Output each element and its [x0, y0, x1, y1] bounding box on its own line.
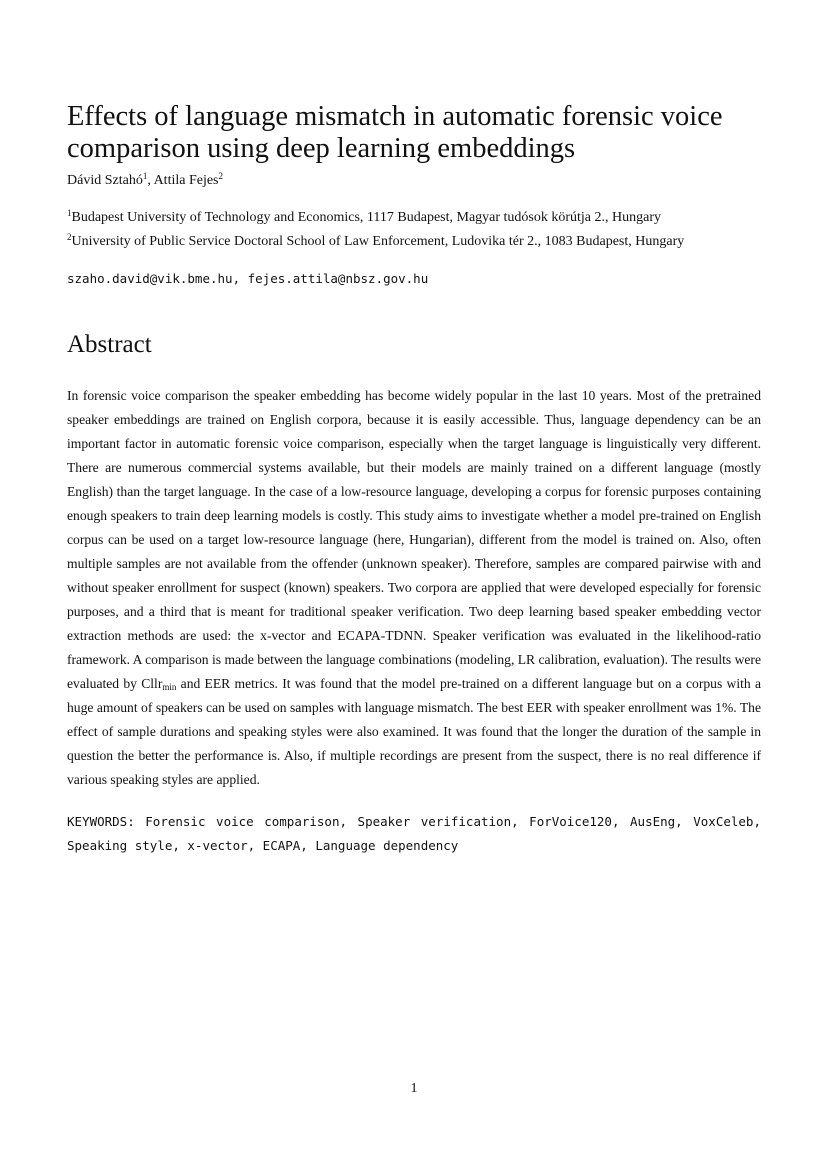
affiliation-marker: 2 — [218, 171, 223, 181]
author-name: Dávid Sztahó — [67, 173, 143, 188]
abstract-body — [67, 384, 761, 792]
page-number: 1 — [410, 1081, 418, 1096]
affiliation-1 — [67, 209, 661, 227]
abstract-heading: Abstract — [67, 331, 152, 358]
affiliation-marker: 1 — [67, 208, 72, 218]
paper-title: Effects of language mismatch in automatic forensic voice comparison using deep learning embeddings — [67, 101, 723, 164]
author-separator: , — [147, 173, 154, 188]
affiliation-text: University of Public Service Doctoral School of Law Enforcement, Ludovika tér 2., 1083 Budapest, Hungary — [71, 234, 685, 249]
abstract-text-part1: In forensic voice comparison the speaker embedding has become widely popular in the last 10 years. Most of the pretrained speaker embeddings are trained on English corpora, because it is easily accessible. Thus, language dependency can be an important factor in automatic forensic voice comparison, especially when the target language is linguistically very different. There are numerous commercial systems available, but their models are mainly trained on a different language (mostly English) than the target language. In the case of a low-resource language, developing a corpus for forensic purposes containing enough speakers to train deep learning models is costly. This study aims to investigate whether a model pre-trained on English corpus can be used on a target low-resource language (here, Hungarian), different from the model is trained on. Also, often multiple samples are not available from the offender (unknown speaker). Therefore, samples are compared pairwise with and without speaker enrollment for suspect (known) speakers. Two corpora are applied that were developed especially for forensic purposes, and a third that is meant for traditional speaker verification. Two deep learning based speaker embedding vector extraction methods are used: the x-vector and ECAPA-TDNN. Speaker verification was evaluated in the likelihood-ratio framework. A comparison is made between the language combinations (modeling, LR calibration, evaluation). The results were evaluated by — [67, 388, 761, 691]
contact-emails: szaho.david@vik.bme.hu, fejes.attila@nbsz.gov.hu — [67, 271, 429, 286]
metric-subscript: min — [162, 682, 177, 692]
metric-name: Cllr — [141, 676, 163, 691]
affiliation-marker: 2 — [67, 232, 72, 242]
affiliation-marker: 1 — [142, 171, 148, 181]
keywords: KEYWORDS: Forensic voice comparison, Speaker verification, ForVoice120, AusEng, VoxCeleb, Speaking style, x-vector, ECAPA, Language dependency — [67, 814, 761, 853]
affiliation-text: Budapest University of Technology and Economics, 1117 Budapest, Magyar tudósok körútja 2., Hungary — [71, 210, 662, 225]
author-name: Attila Fejes — [153, 173, 219, 188]
author-list — [67, 172, 223, 190]
affiliation-2 — [67, 233, 684, 251]
abstract-text-part2: and EER metrics. It was found that the model pre-trained on a different language but on a corpus with a huge amount of speakers can be used on samples with language mismatch. The best EER with speaker enrollment was 1%. The effect of sample durations and speaking styles were also examined. It was found that the longer the duration of the sample in question the better the performance is. Also, if multiple recordings are present from the suspect, there is no real difference if various speaking styles are applied. — [67, 676, 761, 787]
